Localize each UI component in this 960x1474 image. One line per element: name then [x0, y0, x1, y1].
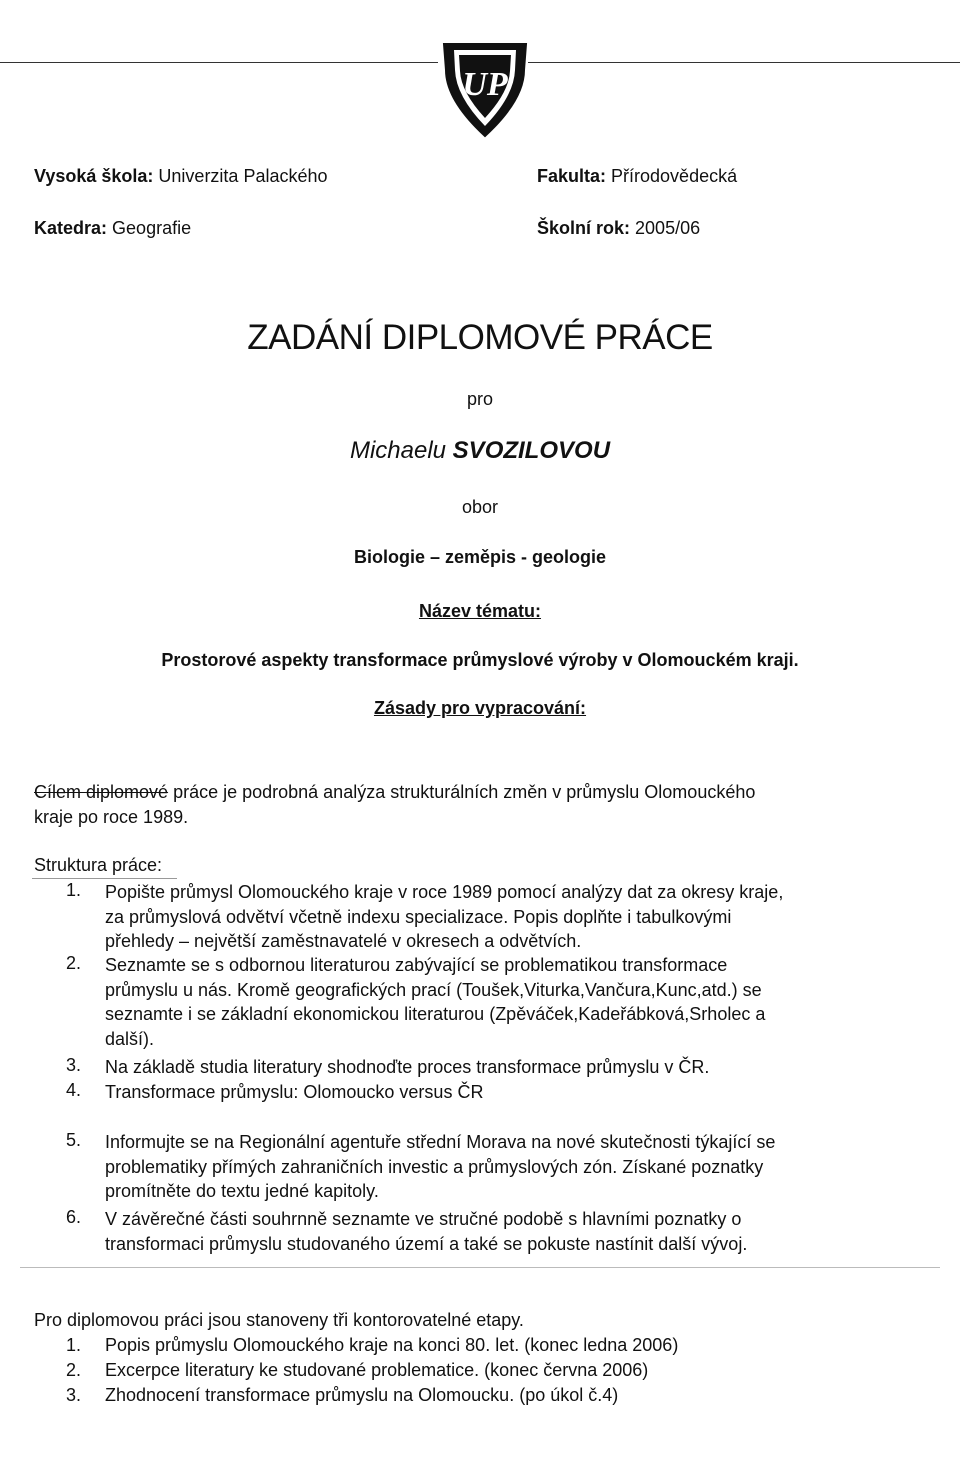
structure-item-number: 4. [66, 1080, 82, 1100]
item-line: průmyslu u nás. Kromě geografických prací (Toušek,Viturka,Vančura,Kunc,atd.) se [105, 979, 762, 1000]
goal-text: práce je podrobná analýza strukturálních změn v průmyslu Olomouckého [168, 782, 756, 802]
svg-text:UP: UP [462, 66, 508, 103]
item-line: Informujte se na Regionální agentuře střední Morava na nové skutečnosti týkající se [105, 1132, 776, 1152]
obor-value: Biologie – zeměpis - geologie [353, 547, 607, 567]
item-line: Seznamte se s odbornou literaturou zabývající se problematikou transformace [105, 955, 728, 975]
goal-line-1 [34, 780, 755, 805]
item-line: Popište průmysl Olomouckého kraje v roce 1989 pomocí analýzy dat za okresy kraje, [105, 882, 784, 902]
department-value: Geografie [112, 218, 192, 238]
student-name [0, 437, 960, 465]
item-line: seznamte i se základní ekonomickou literaturou (Zpěváček,Kadeřábková,Srholec a [105, 1004, 766, 1024]
department-label: Katedra: [34, 218, 108, 238]
item-line: Transformace průmyslu: Olomoucko versus ČR [105, 1082, 484, 1102]
year-value: 2005/06 [635, 218, 701, 238]
goal-struck-text: Cílem diplomové [34, 782, 169, 802]
structure-item-6 [105, 1207, 935, 1256]
university-crest-icon [440, 40, 530, 140]
pro-label: pro [466, 389, 493, 409]
structure-label: Struktura práce: [34, 855, 163, 875]
stages-intro: Pro diplomovou práci jsou stanoveny tři kontorovatelné etapy. [34, 1310, 524, 1330]
stage-number: 3. [66, 1385, 82, 1405]
principles-label: Zásady pro vypracování: [373, 698, 587, 718]
school-value: Univerzita Palackého [158, 166, 328, 186]
page-title: ZADÁNÍ DIPLOMOVÉ PRÁCE [247, 318, 713, 357]
stage-3: Zhodnocení transformace průmyslu na Olomoucku. (po úkol č.4) [105, 1385, 619, 1405]
year-label: Školní rok: [537, 218, 631, 238]
item-line: přehledy – největší zaměstnavatelé v okresech a odvětvích. [105, 931, 582, 951]
stage-1: Popis průmyslu Olomouckého kraje na konci 80. let. (konec ledna 2006) [105, 1335, 679, 1355]
item-line: za průmyslová odvětví včetně indexu specializace. Popis doplňte i tabulkovými [105, 906, 732, 927]
student-first-name: Michaelu [349, 437, 446, 464]
faculty-row [537, 166, 737, 187]
school-row [34, 166, 328, 187]
school-label: Vysoká škola: [34, 166, 154, 186]
top-rule-left [0, 62, 438, 63]
item-line: Na základě studia literatury shodnoďte proces transformace průmyslu v ČR. [105, 1057, 710, 1077]
department-row [34, 218, 191, 239]
structure-item-number: 3. [66, 1055, 82, 1075]
topic-label: Název tématu: [418, 601, 542, 621]
stage-number: 2. [66, 1360, 82, 1380]
item-line: problematiky přímých zahraničních investic a průmyslových zón. Získané poznatky [105, 1156, 764, 1177]
separator-line [20, 1267, 940, 1268]
faculty-label: Fakulta: [537, 166, 607, 186]
structure-item-number: 5. [66, 1130, 82, 1150]
structure-item-4 [105, 1080, 935, 1105]
topic-value: Prostorové aspekty transformace průmyslové výroby v Olomouckém kraji. [161, 650, 799, 670]
structure-item-number: 2. [66, 953, 82, 973]
stage-2: Excerpce literatury ke studované problematice. (konec června 2006) [105, 1360, 649, 1380]
structure-item-number: 6. [66, 1207, 82, 1227]
goal-line-2: kraje po roce 1989. [34, 807, 189, 827]
structure-item-number: 1. [66, 880, 82, 900]
item-line: promítněte do textu jedné kapitoly. [105, 1181, 379, 1201]
top-rule-right [528, 62, 960, 63]
dotted-line [32, 878, 177, 879]
item-line: V závěrečné části souhrnně seznamte ve stručné podobě s hlavními poznatky o [105, 1209, 742, 1229]
item-line: další). [105, 1028, 155, 1049]
stage-number: 1. [66, 1335, 82, 1355]
faculty-value: Přírodovědecká [611, 166, 738, 186]
structure-item-5 [105, 1130, 935, 1204]
goal-paragraph [34, 780, 755, 830]
student-last-name: SVOZILOVOU [452, 437, 611, 464]
item-line: transformaci průmyslu studovaného území a také se pokuste nastínit další vývoj. [105, 1233, 748, 1254]
year-row [537, 218, 700, 239]
obor-label: obor [461, 497, 499, 517]
structure-item-1 [105, 880, 935, 954]
structure-item-3 [105, 1055, 935, 1080]
structure-item-2 [105, 953, 935, 1051]
